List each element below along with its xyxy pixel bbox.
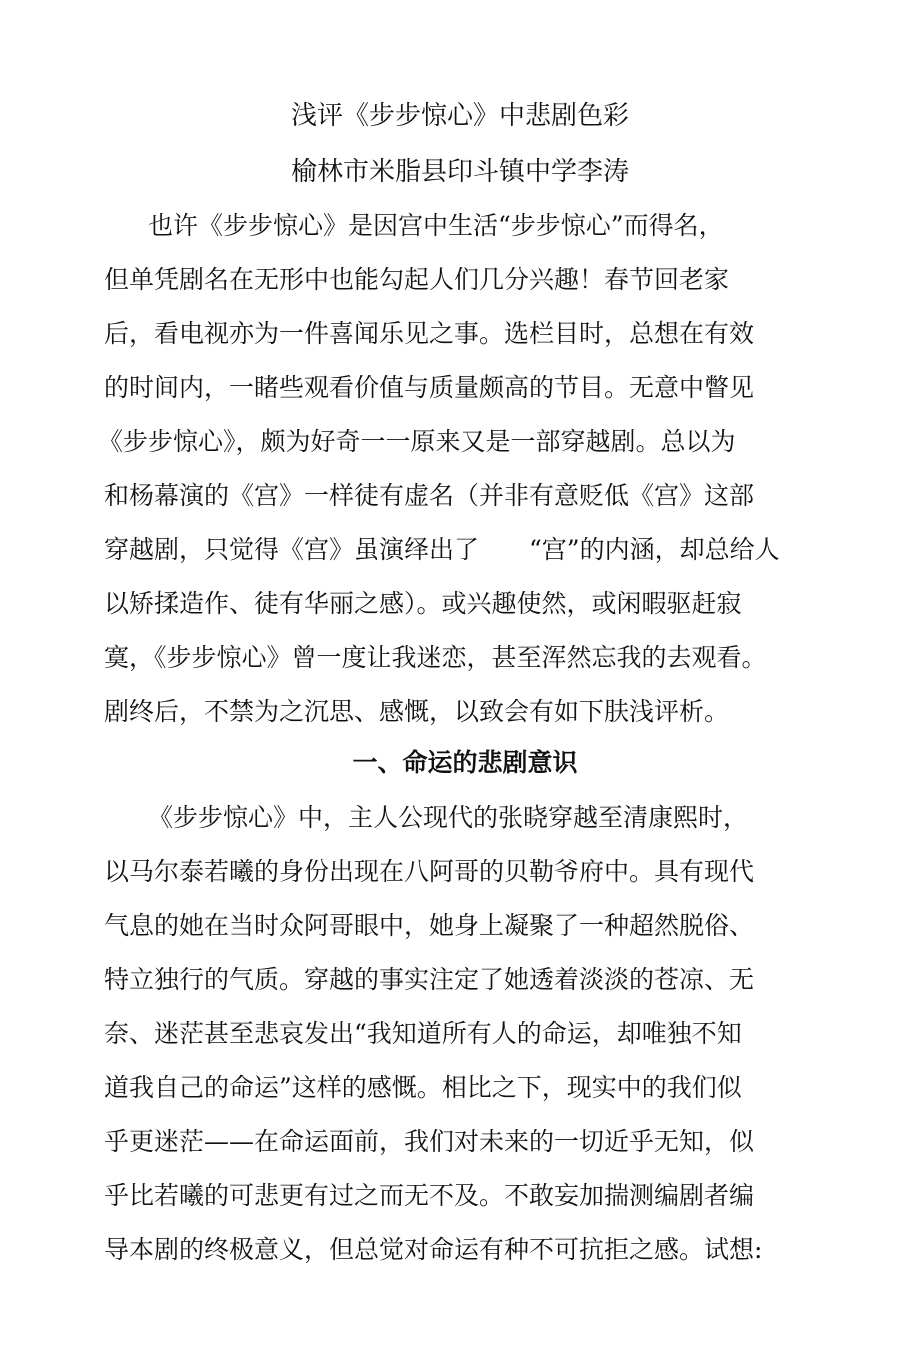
paragraph-line: 剧终后，不禁为之沉思、感慨，以致会有如下肤浅评析。 [104, 697, 730, 726]
section-heading: 一、命运的悲剧意识 [352, 748, 578, 777]
paragraph-line: 《步步惊心》，颇为好奇一一原来又是一部穿越剧。总以为 [98, 427, 736, 456]
paragraph-line: 《步步惊心》中，主人公现代的张晓穿越至清康熙时， [148, 803, 749, 832]
paragraph-line: 穿越剧，只觉得《宫》虽演绎出了 “宫”的内涵，却总给人 [104, 535, 780, 564]
paragraph-line: 但单凭剧名在无形中也能勾起人们几分兴趣！春节回老家 [104, 265, 730, 294]
paragraph-line: 特立独行的气质。穿越的事实注定了她透着淡淡的苍凉、无 [104, 965, 755, 994]
paragraph-line: 的时间内，一睹些观看价值与质量颇高的节目。无意中瞥见 [104, 373, 755, 402]
paragraph-line: 气息的她在当时众阿哥眼中，她身上凝聚了一种超然脱俗、 [104, 911, 755, 940]
paragraph-line: 乎更迷茫——在命运面前，我们对未来的一切近乎无知，似 [104, 1127, 755, 1156]
paragraph-line: 也许《步步惊心》是因宫中生活“步步惊心”而得名， [148, 211, 724, 240]
paragraph-line: 奈、迷茫甚至悲哀发出“我知道所有人的命运，却唯独不知 [104, 1019, 742, 1048]
author-line: 榆林市米脂县印斗镇中学李涛 [290, 157, 629, 187]
paragraph-line: 以马尔泰若曦的身份出现在八阿哥的贝勒爷府中。具有现代 [104, 857, 755, 886]
paragraph-line: 道我自己的命运”这样的感慨。相比之下，现实中的我们似 [104, 1073, 742, 1102]
paragraph-line: 和杨幕演的《宫》一样徒有虚名（并非有意贬低《宫》这部 [104, 481, 755, 510]
paragraph-line: 寞，《步步惊心》曾一度让我迷恋，甚至浑然忘我的去观看。 [104, 643, 767, 672]
document-title: 浅评《步步惊心》中悲剧色彩 [290, 101, 629, 131]
paragraph-line: 后，看电视亦为一件喜闻乐见之事。选栏目时，总想在有效 [104, 319, 755, 348]
paragraph-line: 导本剧的终极意义，但总觉对命运有种不可抗拒之感。试想: [104, 1235, 763, 1264]
paragraph-line: 以矫揉造作、徒有华丽之感）。或兴趣使然，或闲暇驱赶寂 [104, 589, 742, 618]
paragraph-line: 乎比若曦的可悲更有过之而无不及。不敢妄加揣测编剧者编 [104, 1181, 755, 1210]
